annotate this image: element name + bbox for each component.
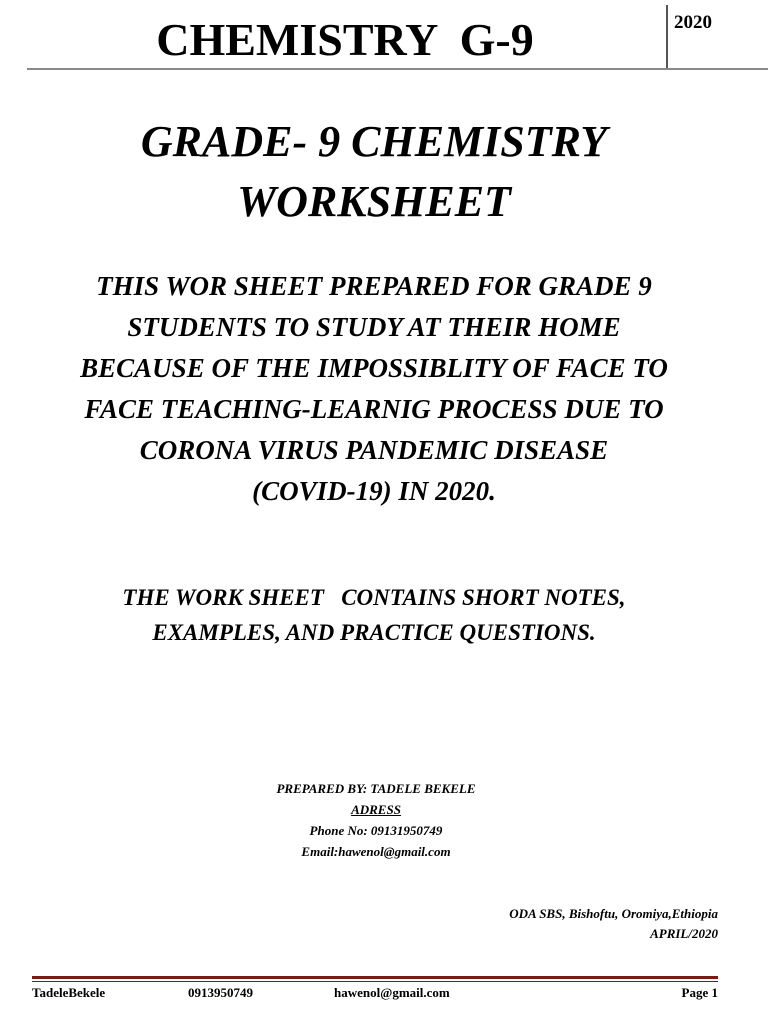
contents-line: EXAMPLES, AND PRACTICE QUESTIONS. [152,620,596,645]
footer-rule [32,976,718,979]
intro-paragraph [0,266,748,512]
contents-paragraph [0,580,748,650]
header-title: CHEMISTRY G-9 [156,14,534,65]
intro-line: STUDENTS TO STUDY AT THEIR HOME [127,312,621,342]
location-place: ODA SBS, Bishoftu, Oromiya,Ethiopia [509,906,718,921]
worksheet-title [0,112,748,232]
intro-line: FACE TEACHING-LEARNIG PROCESS DUE TO [84,394,664,424]
header-year: 2020 [674,12,712,33]
footer-phone: 0913950749 [188,985,253,1000]
title-line: WORKSHEET [237,177,511,226]
intro-line: THIS WOR SHEET PREPARED FOR GRADE 9 [96,271,652,301]
contents-line: THE WORK SHEET CONTAINS SHORT NOTES, [122,585,626,610]
phone-number: Phone No: 09131950749 [309,823,443,838]
location-block [509,904,718,944]
location-date: APRIL/2020 [650,926,718,941]
intro-line: BECAUSE OF THE IMPOSSIBLITY OF FACE TO [80,353,668,383]
header-divider [666,5,668,69]
footer-rule-thin [32,981,718,982]
header-rule [27,68,768,70]
footer-email: hawenol@gmail.com [334,985,450,1000]
intro-line: (COVID-19) IN 2020. [252,476,496,506]
title-line: GRADE- 9 CHEMISTRY [140,117,608,166]
address-label: ADRESS [351,802,401,817]
prepared-by: PREPARED BY: TADELE BEKELE [276,781,476,796]
intro-line: CORONA VIRUS PANDEMIC DISEASE [139,435,609,465]
footer-author: TadeleBekele [32,985,106,1000]
page-number: Page 1 [681,985,718,1000]
email-address: Email:hawenol@gmail.com [301,844,451,859]
author-block [0,778,752,862]
